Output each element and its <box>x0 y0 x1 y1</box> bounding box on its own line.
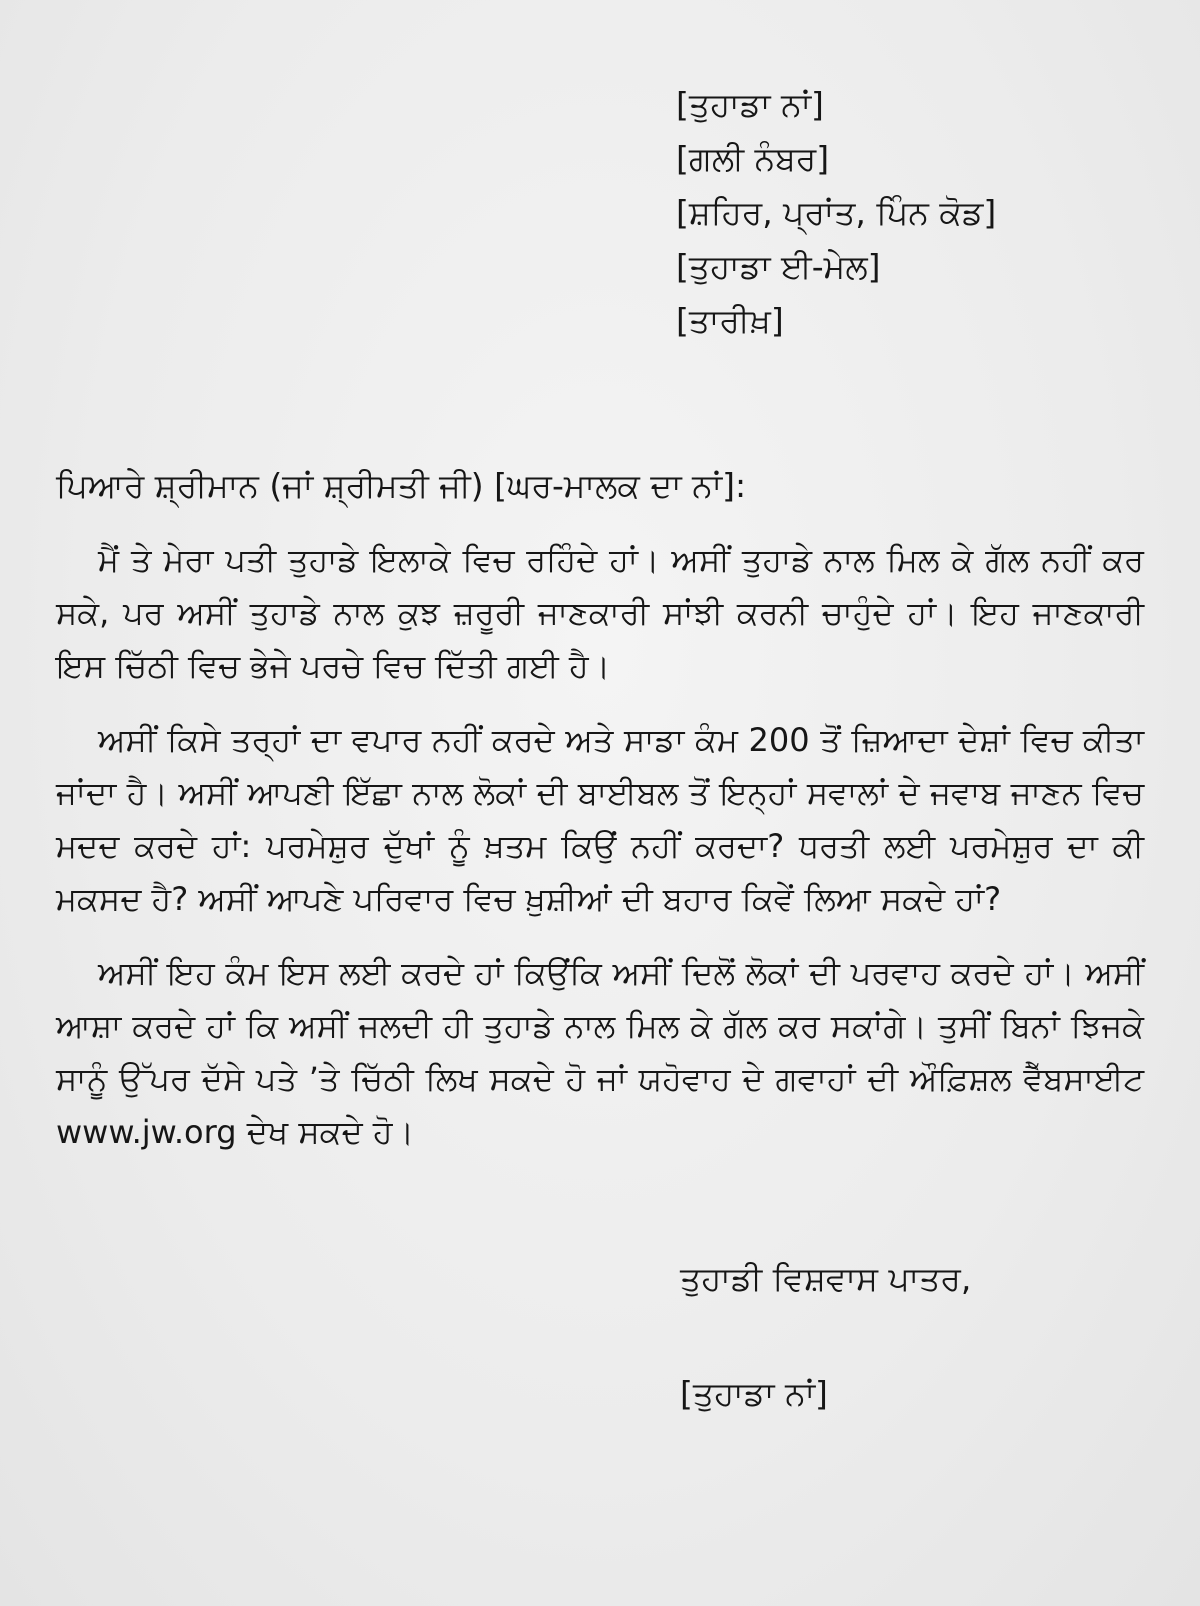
sender-email: [ਤੁਹਾਡਾ ਈ-ਮੇਲ] <box>676 247 881 286</box>
body-paragraph-2: ਅਸੀਂ ਕਿਸੇ ਤਰ੍ਹਾਂ ਦਾ ਵਪਾਰ ਨਹੀਂ ਕਰਦੇ ਅਤੇ ਸਾਡਾ ਕੰਮ 200 ਤੋਂ ਜ਼ਿਆਦਾ ਦੇਸ਼ਾਂ ਵਿਚ ਕੀਤਾ ਜਾਂਦਾ ਹੈ। ਅਸੀਂ ਆਪਣੀ ਇੱਛਾ ਨਾਲ ਲੋਕਾਂ ਦੀ ਬਾਈਬਲ ਤੋਂ ਇਨ੍ਹਾਂ ਸਵਾਲਾਂ ਦੇ ਜਵਾਬ ਜਾਣਨ ਵਿਚ ਮਦਦ ਕਰਦੇ ਹਾਂ: ਪਰਮੇਸ਼ੁਰ ਦੁੱਖਾਂ ਨੂੰ ਖ਼ਤਮ ਕਿਉਂ ਨਹੀਂ ਕਰਦਾ? ਧਰਤੀ ਲਈ ਪਰਮੇਸ਼ੁਰ ਦਾ ਕੀ ਮਕਸਦ ਹੈ? ਅਸੀਂ ਆਪਣੇ ਪਰਿਵਾਰ ਵਿਚ ਖ਼ੁਸ਼ੀਆਂ ਦੀ ਬਹਾਰ ਕਿਵੇਂ ਲਿਆ ਸਕਦੇ ਹਾਂ? <box>56 721 1144 918</box>
sender-street: [ਗਲੀ ਨੰਬਰ] <box>676 139 830 178</box>
body-paragraph-3: ਅਸੀਂ ਇਹ ਕੰਮ ਇਸ ਲਈ ਕਰਦੇ ਹਾਂ ਕਿਉਂਕਿ ਅਸੀਂ ਦਿਲੋਂ ਲੋਕਾਂ ਦੀ ਪਰਵਾਹ ਕਰਦੇ ਹਾਂ। ਅਸੀਂ ਆਸ਼ਾ ਕਰਦੇ ਹਾਂ ਕਿ ਅਸੀਂ ਜਲਦੀ ਹੀ ਤੁਹਾਡੇ ਨਾਲ ਮਿਲ ਕੇ ਗੱਲ ਕਰ ਸਕਾਂਗੇ। ਤੁਸੀਂ ਬਿਨਾਂ ਝਿਜਕੇ ਸਾਨੂੰ ਉੱਪਰ ਦੱਸੇ ਪਤੇ ’ਤੇ ਚਿੱਠੀ ਲਿਖ ਸਕਦੇ ਹੋ ਜਾਂ ਯਹੋਵਾਹ ਦੇ ਗਵਾਹਾਂ ਦੀ ਔਫ਼ਿਸ਼ਲ ਵੈੱਬਸਾਈਟ www.jw.org ਦੇਖ ਸਕਦੇ ਹੋ। <box>56 954 1144 1151</box>
letter-body <box>56 534 1144 1180</box>
closing-phrase: ਤੁਹਾਡੀ ਵਿਸ਼ਵਾਸ ਪਾਤਰ, <box>680 1259 972 1298</box>
sender-city-province-pin: [ਸ਼ਹਿਰ, ਪ੍ਰਾਂਤ, ਪਿੰਨ ਕੋਡ] <box>676 193 997 232</box>
salutation: ਪਿਆਰੇ ਸ਼੍ਰੀਮਾਨ (ਜਾਂ ਸ਼੍ਰੀਮਤੀ ਜੀ) [ਘਰ-ਮਾਲਕ ਦਾ ਨਾਂ]: <box>56 466 747 505</box>
body-paragraph-1: ਮੈਂ ਤੇ ਮੇਰਾ ਪਤੀ ਤੁਹਾਡੇ ਇਲਾਕੇ ਵਿਚ ਰਹਿੰਦੇ ਹਾਂ। ਅਸੀਂ ਤੁਹਾਡੇ ਨਾਲ ਮਿਲ ਕੇ ਗੱਲ ਨਹੀਂ ਕਰ ਸਕੇ, ਪਰ ਅਸੀਂ ਤੁਹਾਡੇ ਨਾਲ ਕੁਝ ਜ਼ਰੂਰੀ ਜਾਣਕਾਰੀ ਸਾਂਝੀ ਕਰਨੀ ਚਾਹੁੰਦੇ ਹਾਂ। ਇਹ ਜਾਣਕਾਰੀ ਇਸ ਚਿੱਠੀ ਵਿਚ ਭੇਜੇ ਪਰਚੇ ਵਿਚ ਦਿੱਤੀ ਗਈ ਹੈ। <box>56 541 1144 685</box>
sender-address-block <box>676 78 1156 348</box>
signature-name: [ਤੁਹਾਡਾ ਨਾਂ] <box>680 1374 828 1413</box>
sender-date: [ਤਾਰੀਖ਼] <box>676 301 784 340</box>
sender-name: [ਤੁਹਾਡਾ ਨਾਂ] <box>676 85 824 124</box>
